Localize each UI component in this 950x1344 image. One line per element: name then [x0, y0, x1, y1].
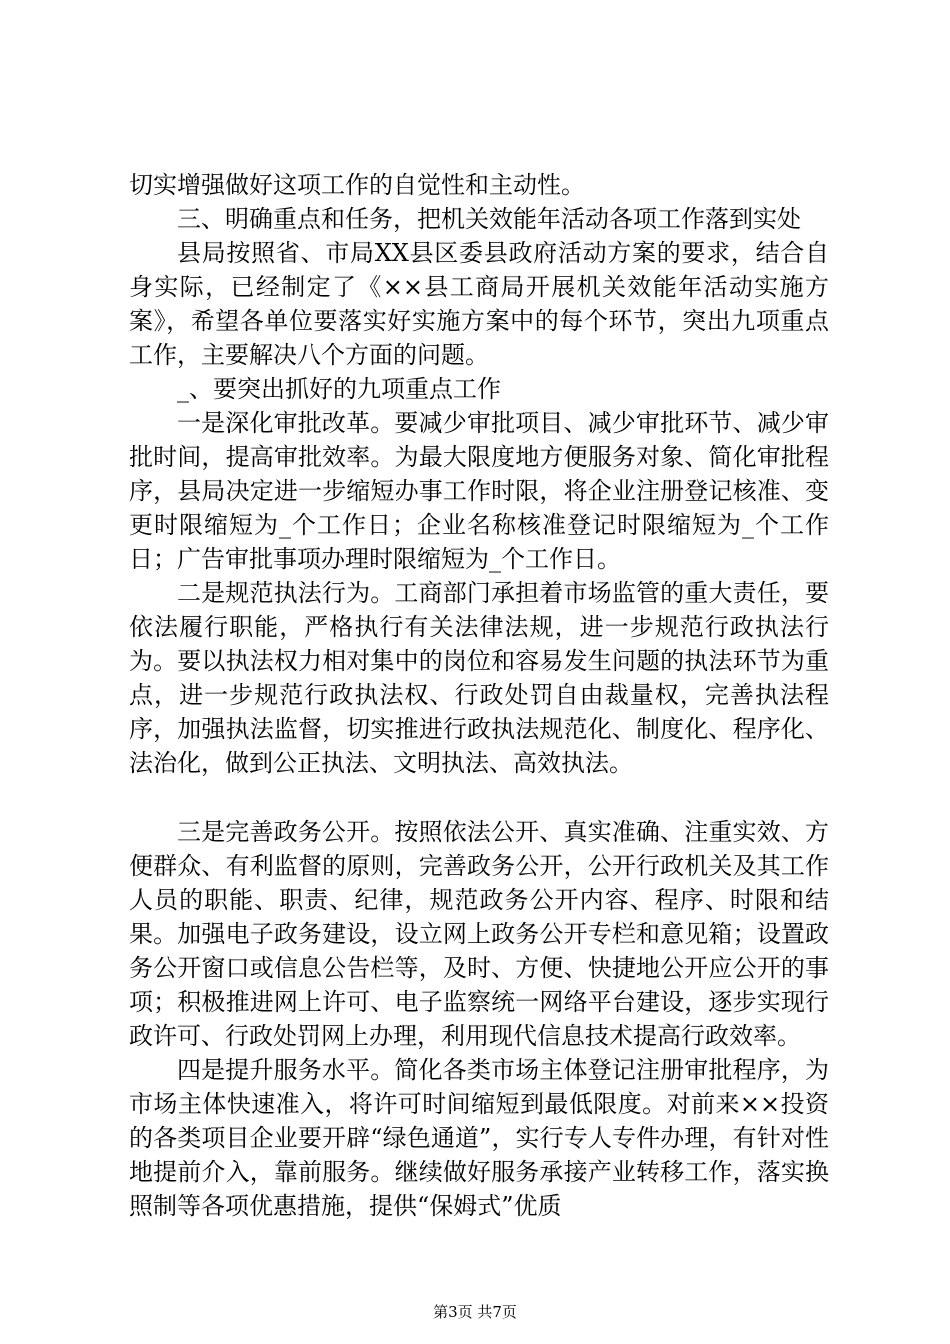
- page-number-footer: 第3页 共7页: [433, 1303, 517, 1321]
- paragraph-implementation-plan: 县局按照省、市局XX县区委县政府活动方案的要求，结合自身实际，已经制定了《××县工商局开展机关效能年活动实施方案》，希望各单位要落实好实施方案中的每个环节，突出九项重点工作，主要解决八个方面的问题。: [129, 239, 829, 369]
- paragraph-task-4: 四是提升服务水平。简化各类市场主体登记注册审批程序，为市场主体快速准入，将许可时间缩短到最低限度。对前来××投资的各类项目企业要开辟“绿色通道”，实行专人专件办理，有针对性地提前介入，靠前服务。继续做好服务承接产业转移工作，落实换照制等各项优惠措施，提供“保姆式”优质: [129, 1056, 829, 1220]
- document-body: [129, 168, 829, 1223]
- paragraph-task-1: 一是深化审批改革。要减少审批项目、减少审批环节、减少审批时间，提高审批效率。为最大限度地方便服务对象、简化审批程序，县局决定进一步缩短办事工作时限，将企业注册登记核准、变更时限缩短为_个工作日；企业名称核准登记时限缩短为_个工作日；广告审批事项办理时限缩短为_个工作日。: [129, 409, 829, 573]
- paragraph-spacer: [129, 780, 829, 815]
- paragraph-task-2: 二是规范执法行为。工商部门承担着市场监管的重大责任，要依法履行职能，严格执行有关法律法规，进一步规范行政执法行为。要以执法权力相对集中的岗位和容易发生问题的执法环节为重点，进一步规范行政执法权、行政处罚自由裁量权，完善执法程序，加强执法监督，切实推进行政执法规范化、制度化、程序化、法治化，做到公正执法、文明执法、高效执法。: [129, 579, 829, 777]
- subsection-heading-nine-tasks: _、要突出抓好的九项重点工作: [177, 375, 501, 403]
- paragraph-continuation: 切实增强做好这项工作的自觉性和主动性。: [129, 171, 585, 199]
- paragraph-task-3: 三是完善政务公开。按照依法公开、真实准确、注重实效、方便群众、有利监督的原则，完善政务公开，公开行政机关及其工作人员的职能、职责、纪律，规范政务公开内容、程序、时限和结果。加强电子政务建设，设立网上政务公开专栏和意见箱；设置政务公开窗口或信息公告栏等，及时、方便、快捷地公开应公开的事项；积极推进网上许可、电子监察统一网络平台建设，逐步实现行政许可、行政处罚网上办理，利用现代信息技术提高行政效率。: [129, 818, 829, 1050]
- section-heading-3: 三、明确重点和任务，把机关效能年活动各项工作落到实处: [177, 205, 801, 233]
